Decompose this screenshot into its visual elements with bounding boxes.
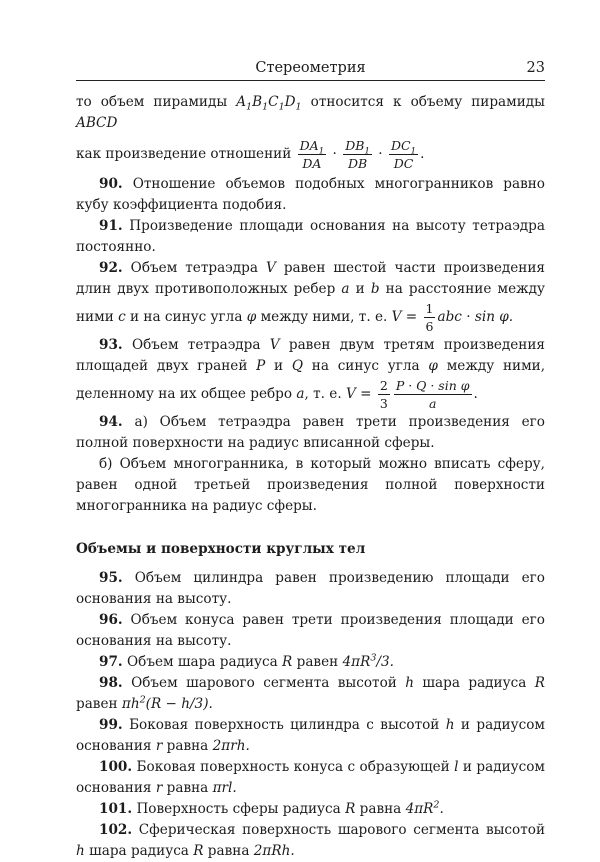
item-96: 96. Объем конуса равен трети произведения площади его основания на высоту.	[76, 612, 545, 649]
item-94b: б) Объем многогранника, в который можно вписать сферу, равен одной третьей произведения полной поверхности многогранника на радиус сферы.	[76, 456, 545, 514]
fraction-pq-sin: $\frac{\text{P · Q · sin φ}}{a}$	[395, 378, 470, 411]
item-99: 99. Боковая поверхность цилиндра с высотой h и радиусом основания r равна 2πrh.	[76, 717, 545, 754]
fraction-da: $\frac{DA_1}{DA}$	[299, 138, 325, 171]
item-101: 101. Поверхность сферы радиуса R равна $4\pi R^2$.	[99, 799, 444, 817]
item-95: 95. Объем цилиндра равен произведению площади его основания на высоту.	[76, 570, 545, 607]
fraction-dc: $\frac{DC_1}{DC}$	[390, 138, 417, 171]
fraction-db: $\frac{DB_1}{DB}$	[345, 138, 370, 171]
item-92: 92. Объем тетраэдра V равен шестой части произведения длин двух противоположных ребер a и b на расстояние между ними c и на синус угла φ между ними, т. е. V = $\frac{1}{6}$ abc · sin φ.	[76, 260, 545, 334]
item-100: 100. Боковая поверхность конуса с образующей l и радиусом основания r равна πrl.	[76, 759, 545, 796]
page-number: 23	[526, 60, 545, 76]
running-title: Стереометрия	[255, 60, 366, 76]
item-90: 90. Отношение объемов подобных многогранников равно кубу коэффициента подобия.	[76, 176, 545, 213]
running-header	[76, 58, 545, 81]
item-93: 93. Объем тетраэдра V равен двум третям произведения площадей двух граней P и Q на синус угла φ между ними, деленному на их общее ребро a, т. е. V = $\frac{2}{3}$ $\frac{\text{P · Q · sin φ}}{a}$ .	[76, 337, 546, 411]
fraction-one-sixth: $\frac{1}{6}$	[425, 301, 434, 334]
item-98: 98. Объем шарового сегмента высотой h шара радиуса R равен $\pi h^2(R - h/3)$.	[76, 675, 545, 712]
item-91: 91. Произведение площади основания на высоту тетраэдра постоянно.	[76, 218, 545, 255]
paragraph-89-tail: то объем пирамиды $A_1B_1C_1D_1$ относится к объему пирамиды ABCD	[76, 94, 545, 131]
item-102: 102. Сферическая поверхность шарового сегмента высотой h шара радиуса R равна 2πRh.	[76, 822, 545, 859]
section-title: Объемы и поверхности круглых тел	[76, 541, 366, 557]
item-97: 97. Объем шара радиуса R равен $4\pi R^3/3$.	[99, 652, 394, 670]
fraction-two-thirds: $\frac{2}{3}$	[379, 378, 388, 411]
page-content	[76, 92, 545, 862]
paragraph-89-ratio: как произведение отношений $\frac{DA_1}{DA}$ · $\frac{DB_1}{DB}$ · $\frac{DC_1}{DC}$ .	[76, 138, 425, 171]
item-94a: 94. а) Объем тетраэдра равен трети произведения его полной поверхности на радиус вписанной сферы.	[76, 414, 545, 451]
